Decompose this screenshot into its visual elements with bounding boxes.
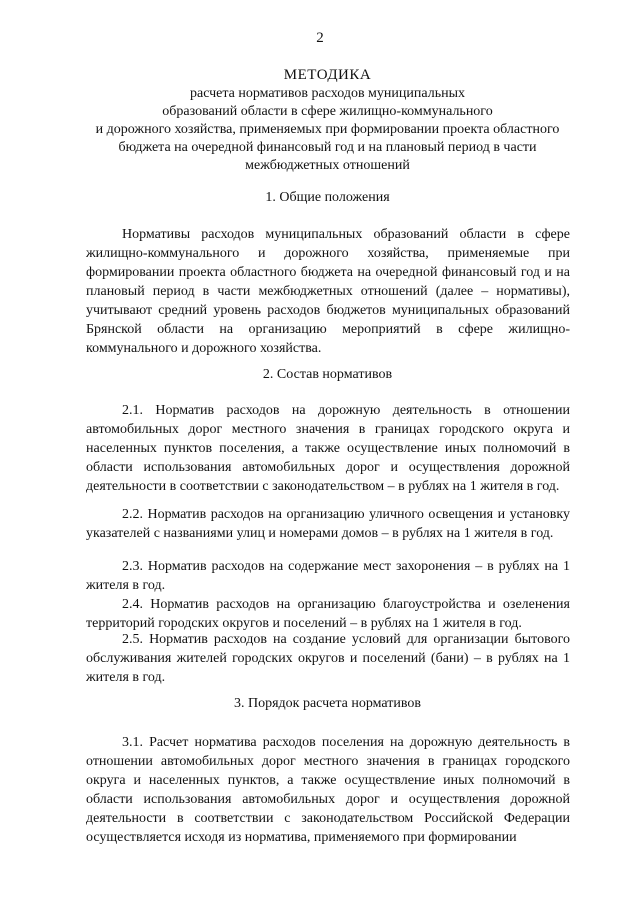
- subtitle-line: межбюджетных отношений: [245, 158, 410, 173]
- subtitle-line: расчета нормативов расходов муниципальных: [189, 86, 465, 101]
- document-title: МЕТОДИКА: [283, 67, 372, 83]
- subtitle-line: бюджета на очередной финансовый год и на плановый период в части: [118, 140, 537, 155]
- section-heading-general: 1. Общие положения: [265, 190, 390, 205]
- paragraph-2-5: 2.5. Норматив расходов на создание условий для организации бытового обслуживания жителей городских округов и поселений (бани) – в рублях на 1 жителя в год.: [86, 632, 570, 685]
- paragraph-2-1: 2.1. Норматив расходов на дорожную деятельность в отношении автомобильных дорог местного значения в границах городского округа и населенных пунктов поселения, а также осуществление иных полномочий в области использования автомобильных дорог и осуществления дорожной деятельности в соответствии с законодательством – в рублях на 1 жителя в год.: [86, 403, 570, 494]
- paragraph-2-4: 2.4. Норматив расходов на организацию благоустройства и озеленения территорий городских округов и поселений – в рублях на 1 жителя в год.: [86, 597, 570, 631]
- subtitle-line: образований области в сфере жилищно-коммунального: [162, 104, 493, 119]
- paragraph-2-2: 2.2. Норматив расходов на организацию уличного освещения и установку указателей с названиями улиц и номерами домов – в рублях на 1 жителя в год.: [86, 507, 570, 541]
- paragraph-2-3: 2.3. Норматив расходов на содержание мест захоронения – в рублях на 1 жителя в год.: [86, 559, 570, 593]
- page-number: 2: [316, 30, 324, 46]
- title-block: [70, 66, 585, 175]
- section-heading-calculation: 3. Порядок расчета нормативов: [233, 696, 421, 711]
- section-heading-composition: 2. Состав нормативов: [262, 367, 393, 382]
- paragraph-general: Нормативы расходов муниципальных образований области в сфере жилищно-коммунального и дорожного хозяйства, применяемые при формировании проекта областного бюджета на очередной финансовый год и на плановый период в части межбюджетных отношений (далее – нормативы), учитывают средний уровень расходов бюджетов муниципальных образований Брянской области на организацию мероприятий в сфере жилищно-коммунального и дорожного хозяйства.: [86, 227, 570, 356]
- subtitle-line: и дорожного хозяйства, применяемых при формировании проекта областного: [95, 122, 560, 137]
- paragraph-3-1: 3.1. Расчет норматива расходов поселения на дорожную деятельность в отношении автомобильных дорог местного значения в границах городского округа и населенных пунктов, а также осуществление иных полномочий в области использования автомобильных дорог и осуществления дорожной деятельности в соответствии с законодательством Российской Федерации осуществляется исходя из норматива, применяемого при формировании: [86, 735, 570, 845]
